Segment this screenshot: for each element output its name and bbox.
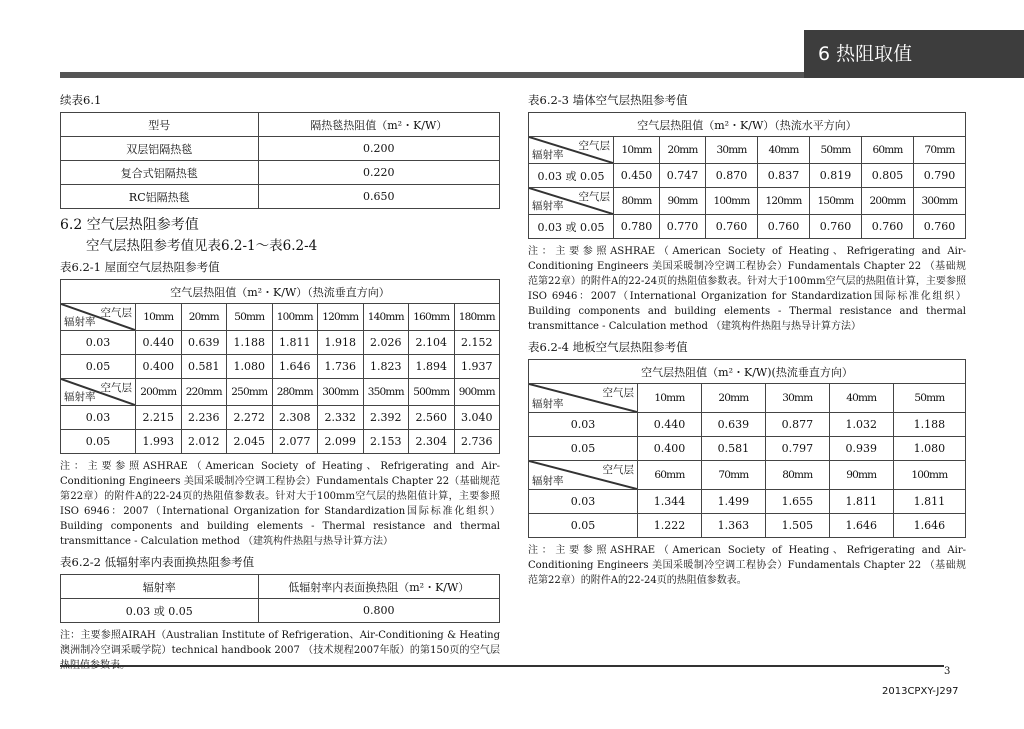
table-row xyxy=(61,331,500,355)
table-cell: 0.440 xyxy=(638,413,702,437)
table-title-row: 空气层热阻值（m²・K/W）（热流垂直方向） xyxy=(61,280,500,304)
table-header-cell: 40mm xyxy=(758,137,810,164)
table-cell: 1.222 xyxy=(638,514,702,538)
table-cell: 0.760 xyxy=(810,215,862,239)
table-cell: 1.646 xyxy=(829,514,893,538)
table-row xyxy=(61,161,500,185)
section-6-2-subtitle: 空气层热阻参考值见表6.2-1～表6.2-4 xyxy=(86,238,318,254)
page-number: 3 xyxy=(944,666,951,677)
table-header-cell: 90mm xyxy=(829,461,893,490)
table-row xyxy=(61,185,500,209)
diag-top-label: 空气层 xyxy=(602,464,634,476)
table-header-cell: 120mm xyxy=(318,304,364,331)
table-cell: 0.760 xyxy=(913,215,965,239)
table-row xyxy=(529,514,966,538)
table-cell: 2.272 xyxy=(227,406,273,430)
table-header-cell: 90mm xyxy=(660,188,706,215)
table-header-cell: 40mm xyxy=(829,384,893,413)
table-header-cell: 20mm xyxy=(660,137,706,164)
table-row xyxy=(529,437,966,461)
table-cell: 0.650 xyxy=(258,185,499,209)
diag-top-label: 空气层 xyxy=(578,140,610,152)
table-header-cell: 60mm xyxy=(861,137,913,164)
table-cell: 2.392 xyxy=(363,406,409,430)
table-header-cell: 280mm xyxy=(272,379,318,406)
table-cell: 0.400 xyxy=(136,355,182,379)
table-row xyxy=(529,490,966,514)
table-cell: 0.200 xyxy=(258,137,499,161)
table-cell: 0.03 xyxy=(61,331,136,355)
table-cell: 0.819 xyxy=(810,164,862,188)
table-cell: 1.344 xyxy=(638,490,702,514)
diag-top-label: 空气层 xyxy=(100,382,132,394)
diagonal-header-cell xyxy=(529,461,638,490)
table-cell: 1.505 xyxy=(765,514,829,538)
table-cell: 0.03 xyxy=(529,413,638,437)
table-header-cell: 10mm xyxy=(136,304,182,331)
table-header-cell: 低辐射率内表面换热阻（m²・K/W） xyxy=(258,575,499,599)
table-row xyxy=(61,355,500,379)
table-6-2-4-note: 注：主要参照ASHRAE（American Society of Heating、Refrigerating and Air-Conditioning Engineers 美国采暖制冷空调工程协会）Fundamentals Chapter 22 （基础规范第22章）的附件A的22-24页的热阻值参数表。 xyxy=(528,545,966,586)
table-header-cell: 350mm xyxy=(363,379,409,406)
table-header-cell: 160mm xyxy=(409,304,455,331)
table-cell: 1.894 xyxy=(409,355,455,379)
table-cell: 0.790 xyxy=(913,164,965,188)
table-header-cell: 150mm xyxy=(810,188,862,215)
table-6-2-3 xyxy=(528,112,966,239)
table-header-cell: 220mm xyxy=(181,379,227,406)
table-cell: 1.080 xyxy=(227,355,273,379)
document-code: 2013CPXY-J297 xyxy=(882,686,959,697)
table-cell: 2.236 xyxy=(181,406,227,430)
table-6-2-1-caption: 表6.2-1 屋面空气层热阻参考值 xyxy=(60,260,220,274)
table-cell: 1.823 xyxy=(363,355,409,379)
table-cell: 0.440 xyxy=(136,331,182,355)
table-title-row: 空气层热阻值（m²・K/W）（热流水平方向） xyxy=(529,113,966,137)
table-cell: 3.040 xyxy=(454,406,500,430)
table-cell: 1.646 xyxy=(893,514,965,538)
table-header-cell: 500mm xyxy=(409,379,455,406)
table-cell: 2.215 xyxy=(136,406,182,430)
table-cell: 2.012 xyxy=(181,430,227,454)
table-cell: 双层铝隔热毯 xyxy=(61,137,259,161)
diagonal-header-cell xyxy=(529,188,614,215)
table-6-1 xyxy=(60,112,500,209)
table-cell: 0.770 xyxy=(660,215,706,239)
table-header-cell: 30mm xyxy=(765,384,829,413)
table-cell: 1.363 xyxy=(701,514,765,538)
table-cell: 0.639 xyxy=(181,331,227,355)
table-cell: RC铝隔热毯 xyxy=(61,185,259,209)
table-6-2-2 xyxy=(60,574,500,623)
table-header-cell: 100mm xyxy=(272,304,318,331)
table-header-cell: 250mm xyxy=(227,379,273,406)
table-header-cell: 100mm xyxy=(893,461,965,490)
table-header-cell: 50mm xyxy=(227,304,273,331)
table-6-1-caption: 续表6.1 xyxy=(60,93,102,107)
table-cell: 0.220 xyxy=(258,161,499,185)
table-cell: 2.045 xyxy=(227,430,273,454)
diag-bottom-label: 辐射率 xyxy=(532,475,564,487)
table-cell: 1.937 xyxy=(454,355,500,379)
table-6-2-1-note: 注：主要参照ASHRAE（American Society of Heating、Refrigerating and Air-Conditioning Engineers 美国采暖制冷空调工程协会）Fundamentals Chapter 22（基础规范第22章）的附件A的22-24页的热阻值参数表。针对大于100mm空气层的热阻值计算，主要参照ISO 6946：2007（International Organization for Standardization国际标准化组织）Building components and building elements - Thermal resistance and thermal transmittance - Calculation method （建筑构件热阻与热导计算方法） xyxy=(60,461,500,547)
table-cell: 1.811 xyxy=(893,490,965,514)
diag-top-label: 空气层 xyxy=(602,387,634,399)
table-6-2-2-note: 注：主要参照AIRAH（Australian Institute of Refrigeration、Air-Conditioning & Heating 澳洲制冷空调采暖学院）technical handbook 2007 （技术规程2007年版）的第150页的空气层 xyxy=(60,630,500,656)
table-cell: 1.811 xyxy=(829,490,893,514)
table-cell: 0.05 xyxy=(529,437,638,461)
table-cell: 0.760 xyxy=(758,215,810,239)
table-cell: 0.03 或 0.05 xyxy=(529,215,614,239)
table-header-cell: 140mm xyxy=(363,304,409,331)
table-row xyxy=(529,413,966,437)
table-cell: 2.560 xyxy=(409,406,455,430)
diagonal-header-cell xyxy=(61,379,136,406)
table-cell: 2.104 xyxy=(409,331,455,355)
table-header-cell: 70mm xyxy=(913,137,965,164)
table-title-row: 空气层热阻值（m²・K/W)(热流垂直方向） xyxy=(529,360,966,384)
diag-bottom-label: 辐射率 xyxy=(532,200,564,212)
table-cell: 复合式铝隔热毯 xyxy=(61,161,259,185)
table-cell: 0.581 xyxy=(701,437,765,461)
table-cell: 0.03 或 0.05 xyxy=(529,164,614,188)
table-header-cell: 300mm xyxy=(318,379,364,406)
table-header-cell: 辐射率 xyxy=(61,575,259,599)
table-header-cell: 50mm xyxy=(893,384,965,413)
table-6-2-4 xyxy=(528,359,966,538)
diag-bottom-label: 辐射率 xyxy=(64,391,96,403)
table-cell: 0.03 xyxy=(61,406,136,430)
table-header-cell: 200mm xyxy=(861,188,913,215)
table-cell: 0.800 xyxy=(258,599,499,623)
table-cell: 2.152 xyxy=(454,331,500,355)
table-cell: 0.05 xyxy=(61,355,136,379)
table-cell: 1.993 xyxy=(136,430,182,454)
table-row xyxy=(61,137,500,161)
table-cell: 2.026 xyxy=(363,331,409,355)
table-cell: 1.499 xyxy=(701,490,765,514)
table-header-cell: 80mm xyxy=(614,188,660,215)
table-cell: 0.877 xyxy=(765,413,829,437)
diag-bottom-label: 辐射率 xyxy=(64,316,96,328)
table-cell: 0.450 xyxy=(614,164,660,188)
table-header-cell: 30mm xyxy=(706,137,758,164)
table-header-cell: 100mm xyxy=(706,188,758,215)
table-cell: 2.099 xyxy=(318,430,364,454)
diag-bottom-label: 辐射率 xyxy=(532,398,564,410)
diagonal-header-cell xyxy=(529,384,638,413)
table-cell: 2.077 xyxy=(272,430,318,454)
table-header-cell: 80mm xyxy=(765,461,829,490)
table-cell: 0.760 xyxy=(861,215,913,239)
table-header-cell: 隔热毯热阻值（m²・K/W） xyxy=(258,113,499,137)
table-cell: 2.736 xyxy=(454,430,500,454)
table-cell: 1.655 xyxy=(765,490,829,514)
table-cell: 0.639 xyxy=(701,413,765,437)
diagonal-header-cell xyxy=(529,137,614,164)
table-cell: 2.332 xyxy=(318,406,364,430)
left-column xyxy=(60,92,500,678)
table-cell: 0.939 xyxy=(829,437,893,461)
footer-rule xyxy=(60,665,944,667)
table-header-cell: 20mm xyxy=(181,304,227,331)
table-cell: 0.797 xyxy=(765,437,829,461)
table-header-cell: 200mm xyxy=(136,379,182,406)
table-cell: 0.870 xyxy=(706,164,758,188)
table-header-cell: 120mm xyxy=(758,188,810,215)
table-header-cell: 70mm xyxy=(701,461,765,490)
table-cell: 2.153 xyxy=(363,430,409,454)
diagonal-header-cell xyxy=(61,304,136,331)
table-row xyxy=(529,164,966,188)
chapter-title: 6 热阻取值 xyxy=(804,30,1024,78)
table-cell: 2.304 xyxy=(409,430,455,454)
section-6-2-title: 6.2 空气层热阻参考值 xyxy=(60,217,199,233)
table-cell: 1.080 xyxy=(893,437,965,461)
table-cell: 1.032 xyxy=(829,413,893,437)
table-cell: 0.581 xyxy=(181,355,227,379)
table-header-cell: 60mm xyxy=(638,461,702,490)
table-row xyxy=(61,430,500,454)
table-row xyxy=(61,406,500,430)
table-cell: 1.646 xyxy=(272,355,318,379)
table-cell: 0.780 xyxy=(614,215,660,239)
table-cell: 0.805 xyxy=(861,164,913,188)
table-header-cell: 300mm xyxy=(913,188,965,215)
table-6-2-3-note: 注：主要参照ASHRAE（American Society of Heating、Refrigerating and Air-Conditioning Engineers 美国采暖制冷空调工程协会）Fundamentals Chapter 22 （基础规范第22章）的附件A的22-24页的热阻值参数表。针对大于100mm空气层的热阻值计算，主要参照ISO 6946：2007（International Organization for Standardization国际标准化组织）Building components and building elements - Thermal resistance and thermal transmittance - Calculation method （建筑构件热阻与热导计算方法） xyxy=(528,246,966,332)
table-header-cell: 180mm xyxy=(454,304,500,331)
diag-bottom-label: 辐射率 xyxy=(532,149,564,161)
header-rule xyxy=(60,72,804,78)
table-6-2-4-caption: 表6.2-4 地板空气层热阻参考值 xyxy=(528,340,688,354)
diag-top-label: 空气层 xyxy=(100,307,132,319)
table-cell: 0.760 xyxy=(706,215,758,239)
table-cell: 0.05 xyxy=(61,430,136,454)
table-header-cell: 型号 xyxy=(61,113,259,137)
table-header-cell: 50mm xyxy=(810,137,862,164)
table-6-2-1 xyxy=(60,279,500,454)
table-cell: 1.188 xyxy=(227,331,273,355)
table-cell: 0.400 xyxy=(638,437,702,461)
table-cell: 2.308 xyxy=(272,406,318,430)
table-cell: 0.03 xyxy=(529,490,638,514)
table-6-2-2-caption: 表6.2-2 低辐射率内表面换热阻参考值 xyxy=(60,555,255,569)
table-row xyxy=(61,599,500,623)
table-cell: 0.05 xyxy=(529,514,638,538)
table-cell: 1.736 xyxy=(318,355,364,379)
right-column xyxy=(528,92,966,593)
table-header-cell: 10mm xyxy=(614,137,660,164)
table-cell: 0.837 xyxy=(758,164,810,188)
table-6-2-3-caption: 表6.2-3 墙体空气层热阻参考值 xyxy=(528,93,688,107)
diag-top-label: 空气层 xyxy=(578,191,610,203)
table-row xyxy=(529,215,966,239)
table-cell: 1.811 xyxy=(272,331,318,355)
table-header-cell: 900mm xyxy=(454,379,500,406)
table-cell: 0.747 xyxy=(660,164,706,188)
table-cell: 1.918 xyxy=(318,331,364,355)
table-header-cell: 20mm xyxy=(701,384,765,413)
table-cell: 1.188 xyxy=(893,413,965,437)
table-cell: 0.03 或 0.05 xyxy=(61,599,259,623)
table-header-cell: 10mm xyxy=(638,384,702,413)
